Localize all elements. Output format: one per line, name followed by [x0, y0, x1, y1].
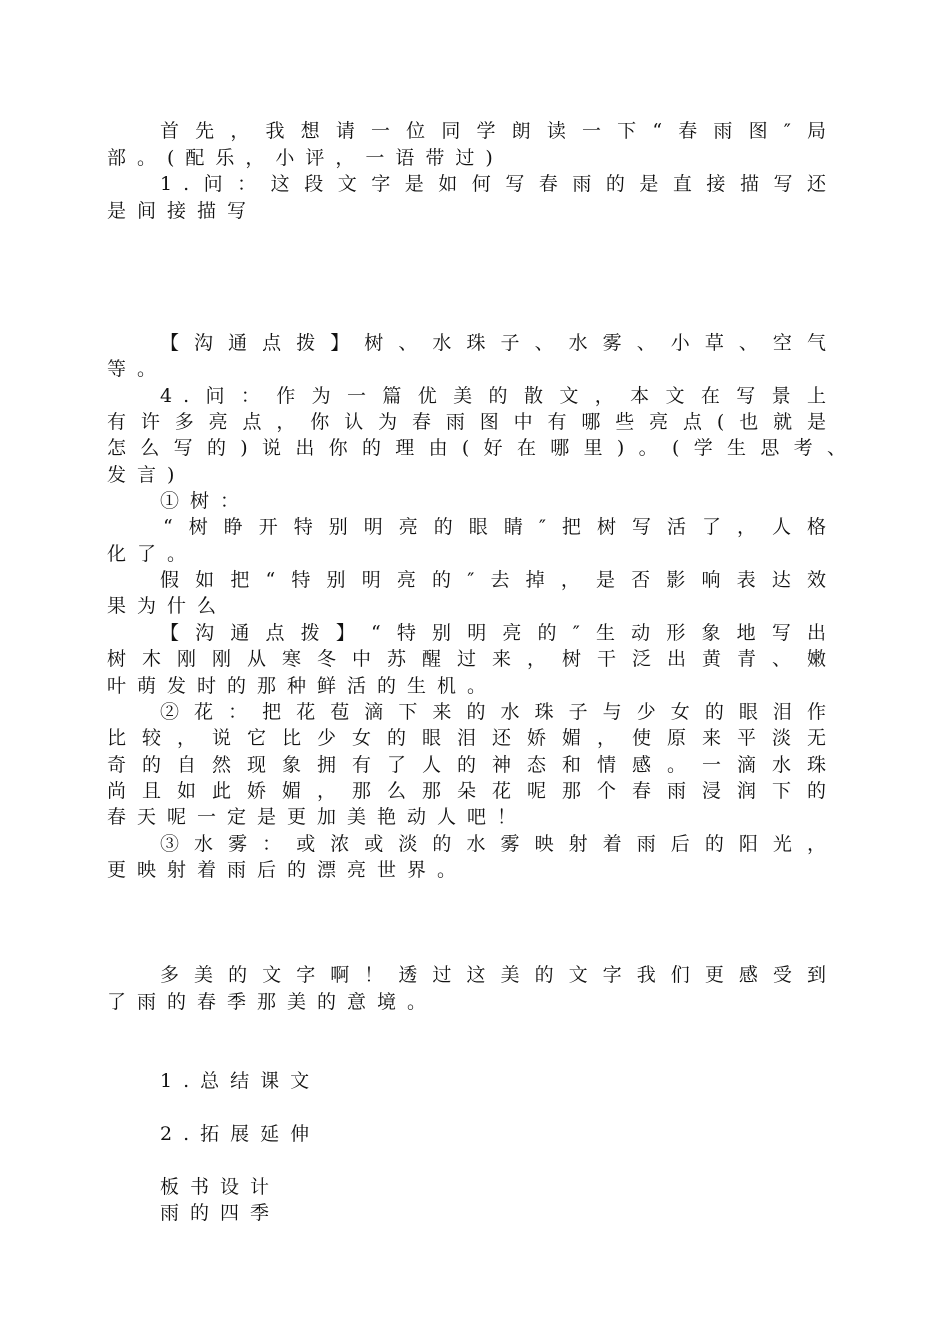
question-line: 是间接描写 — [107, 200, 258, 222]
paragraph-line: “树睁开特别明亮的眼睛″把树写活了，人格 — [163, 516, 837, 538]
hint-line: 【沟通点拨】树、水珠子、水雾、小草、空气 — [160, 332, 837, 354]
paragraph-line: ③水雾：或浓或淡的水雾映射着雨后的阳光， — [160, 833, 837, 855]
hint-line: 树木刚刚从寒冬中苏醒过来，树干泛出黄青、嫩 — [107, 648, 837, 670]
paragraph-line: 比较，说它比少女的眼泪还娇媚，使原来平淡无 — [107, 727, 837, 749]
paragraph-line: 春天呢一定是更加美艳动人吧！ — [107, 806, 528, 828]
question-line: 怎么写的)说出你的理由(好在哪里)。(学生思考、 — [107, 437, 857, 459]
paragraph-line: 尚且如此娇媚，那么那朵花呢那个春雨浸润下的 — [107, 780, 837, 802]
paragraph-line: 化了。 — [107, 543, 198, 565]
paragraph-line: 假如把“特别明亮的″去掉，是否影响表达效 — [160, 569, 837, 591]
section-heading: 1.总结课文 — [160, 1070, 321, 1092]
section-heading: 2.拓展延伸 — [160, 1123, 321, 1145]
paragraph-line: 部。(配乐，小评，一语带过) — [107, 147, 504, 169]
question-line: 1.问：这段文字是如何写春雨的是直接描写还 — [160, 173, 837, 195]
paragraph-line: ②花：把花苞滴下来的水珠子与少女的眼泪作 — [160, 701, 837, 723]
hint-line: 等。 — [107, 358, 168, 380]
item-heading: ①树： — [160, 490, 251, 512]
paragraph-line: 果为什么 — [107, 595, 228, 617]
question-line: 有许多亮点，你认为春雨图中有哪些亮点(也就是 — [107, 411, 837, 433]
question-line: 4.问：作为一篇优美的散文，本文在写景上 — [160, 385, 837, 407]
paragraph-line: 多美的文字啊！透过这美的文字我们更感受到 — [160, 964, 837, 986]
board-design-title: 雨的四季 — [160, 1202, 281, 1224]
paragraph-line: 奇的自然现象拥有了人的神态和情感。一滴水珠 — [107, 754, 837, 776]
paragraph-line: 首先，我想请一位同学朗读一下“春雨图″局 — [160, 120, 837, 142]
paragraph-line: 更映射着雨后的漂亮世界。 — [107, 859, 468, 881]
hint-line: 【沟通点拨】“特别明亮的″生动形象地写出 — [160, 622, 837, 644]
board-design-heading: 板书设计 — [160, 1176, 281, 1198]
hint-line: 叶萌发时的那种鲜活的生机。 — [107, 675, 498, 697]
question-line: 发言) — [107, 464, 186, 486]
paragraph-line: 了雨的春季那美的意境。 — [107, 991, 438, 1013]
